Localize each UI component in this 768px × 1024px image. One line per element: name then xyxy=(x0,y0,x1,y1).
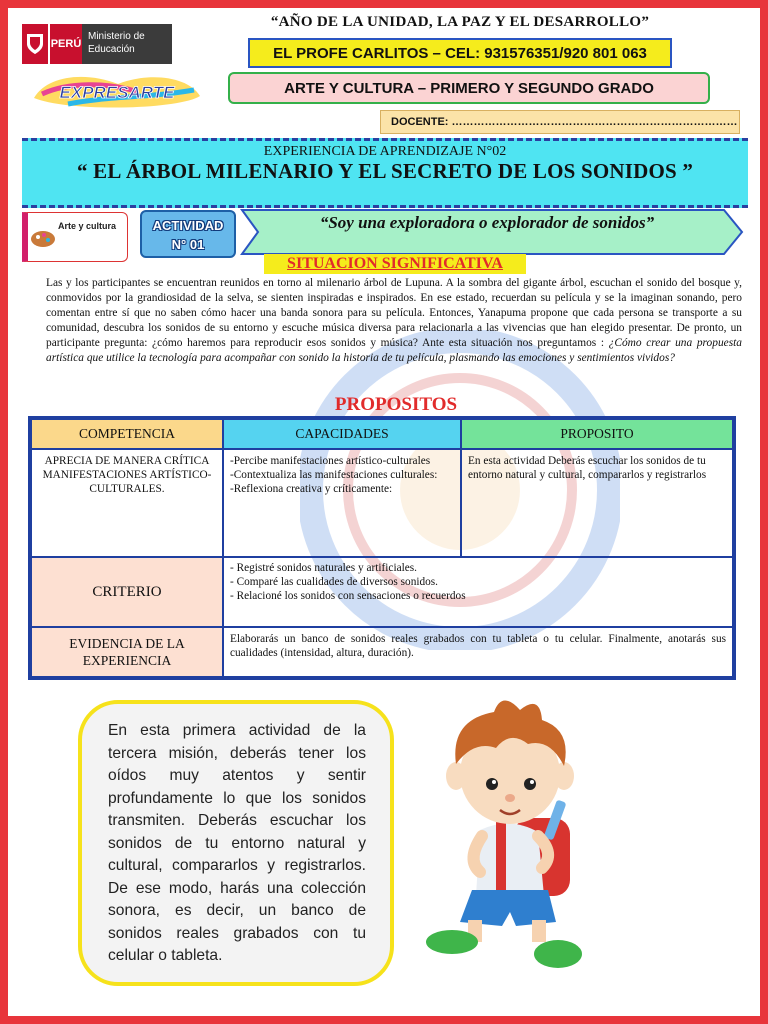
evidencia-cell: Elaborarás un banco de sonidos reales grabados con tu tableta o tu celular. Finalmente, anotarás sus cualidades (intensidad, altura, duración). xyxy=(223,627,733,677)
competencia-cell: APRECIA DE MANERA CRÍTICA MANIFESTACIONES ARTÍSTICO-CULTURALES. xyxy=(31,449,223,557)
capacidad-item: -Contextualiza las manifestaciones culturales: xyxy=(230,469,438,481)
expresarte-logo-text: EXPRESARTE xyxy=(59,83,175,102)
header-proposito: PROPOSITO xyxy=(461,419,733,449)
criterio-item: - Relacioné los sonidos con sensaciones o recuerdos xyxy=(230,590,466,602)
peru-label: PERÚ xyxy=(48,24,82,64)
header-competencia: COMPETENCIA xyxy=(31,419,223,449)
header-capacidades: CAPACIDADES xyxy=(223,419,461,449)
area-tag-label: Arte y cultura xyxy=(58,221,117,231)
capacidad-item: -Percibe manifestaciones artístico-culturales xyxy=(230,455,431,467)
criterio-cell xyxy=(223,557,733,627)
situation-heading: SITUACION SIGNIFICATIVA xyxy=(264,254,526,274)
activity-badge xyxy=(140,210,236,258)
experience-subtitle: EXPERIENCIA DE APRENDIZAJE N°02 xyxy=(263,144,507,159)
instruction-bubble: En esta primera actividad de la tercera misión, deberás tener los oídos muy atentos y sentir profundamente lo que los sonidos transmiten. Deberás escuchar los sonidos de tu entorno natural y cultural, compararlos y registrarlos. De ese modo, harás una colección sonora, es decir, un banco de sonidos reales grabados con tu celular o tableta. xyxy=(78,700,394,986)
evidencia-label: EVIDENCIA DE LA EXPERIENCIA xyxy=(31,627,223,677)
criterio-item: - Comparé las cualidades de diversos sonidos. xyxy=(230,576,439,588)
arte-cultura-icon xyxy=(30,229,56,249)
minedu-logo xyxy=(22,22,174,66)
activity-badge-line2: N° 01 xyxy=(171,237,205,252)
area-tag xyxy=(22,212,128,262)
activity-badge-line1: ACTIVIDAD xyxy=(152,218,224,233)
expresarte-logo xyxy=(28,70,206,112)
boy-illustration xyxy=(410,690,600,980)
criterio-item: - Registré sonidos naturales y artificiales. xyxy=(230,562,417,574)
peru-seal-icon xyxy=(22,24,48,64)
purposes-table xyxy=(28,416,736,680)
capacidad-item: -Reflexiona creativa y críticamente: xyxy=(230,483,393,495)
profe-line: EL PROFE CARLITOS – CEL: 931576351/920 801 063 xyxy=(248,38,672,68)
proposito-cell: En esta actividad Deberás escuchar los sonidos de tu entorno natural y cultural, compararlos y registrarlos xyxy=(461,449,733,557)
area-line: ARTE Y CULTURA – PRIMERO Y SEGUNDO GRADO xyxy=(228,72,710,104)
experience-banner xyxy=(22,138,748,208)
situation-text-normal: Las y los participantes se encuentran reunidos en torno al milenario árbol de Lupuna. A la sombra del gigante árbol, escuchan el sonido del bosque y, conmovidos por la grandiosidad de la selva, se sienten inspiradas e inspirados. En ese estado, recuerdan su película y se la imaginan sonando, pero comentan entre sí que no saben cómo hacer una banda sonora para su película. Entonces, Yanapuma propone que cada persona se transporte a su comunidad, descubra los sonidos de su entorno y escuche música diversa para relacionarla a las vivencias que han elegido presentar. De pronto, un participante pregunta: ¿cómo haremos para reproducir esos sonidos y música? Ante esta situación nos preguntamos : xyxy=(46,277,742,349)
activity-title: “Soy una exploradora o explorador de sonidos” xyxy=(319,213,655,232)
situation-text-italic: ¿Cómo crear una propuesta artística que utilice la tecnología para acompañar con sonido la historia de tu película, plasmando las emociones y sentimientos vividos? xyxy=(46,337,742,364)
capacidades-cell xyxy=(223,449,461,557)
situation-text xyxy=(46,276,742,366)
criterio-label: CRITERIO xyxy=(31,557,223,627)
experience-title: “ EL ÁRBOL MILENARIO Y EL SECRETO DE LOS SONIDOS ” xyxy=(76,159,694,183)
purposes-heading: PROPOSITOS xyxy=(334,394,458,415)
motto: “AÑO DE LA UNIDAD, LA PAZ Y EL DESARROLLO” xyxy=(270,14,650,30)
docente-field[interactable]: DOCENTE: …………………………………………………………………… xyxy=(380,110,740,134)
ministry-label: Ministerio de Educación xyxy=(82,24,172,64)
